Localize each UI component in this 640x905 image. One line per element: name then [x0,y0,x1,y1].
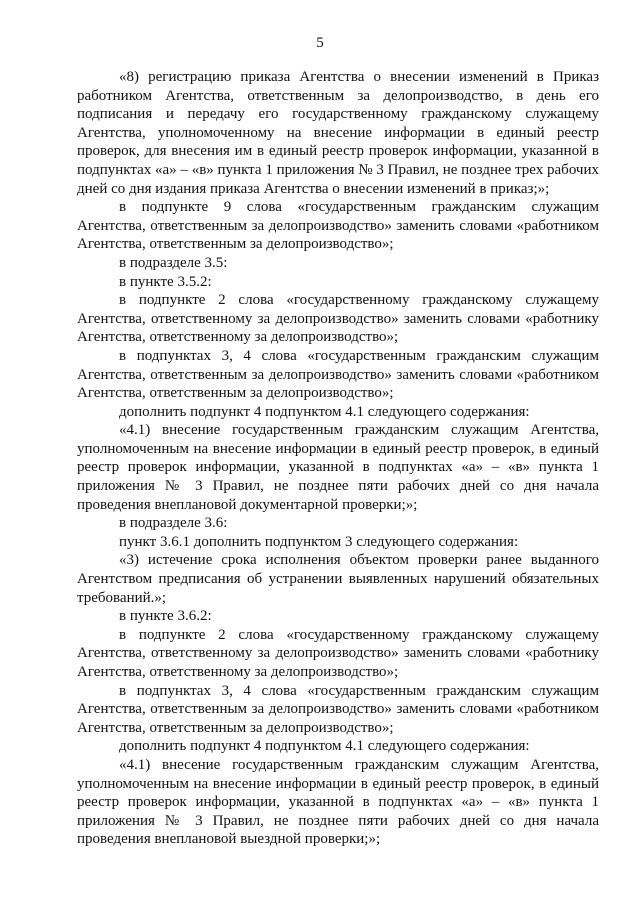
paragraph-16: «4.1) внесение государственным гражданским служащим Агентства, уполномоченным на внесение информации в единый реестр проверок, в единый реестр проверок информации, указанной в подпунктах «а» – «в» пункта 1 приложения № 3 Правил, не позднее пяти рабочих дней со дня начала проведения внеплановой выездной проверки;»; [77,756,599,848]
paragraph-6: в подпунктах 3, 4 слова «государственным гражданским служащим Агентства, ответственным за делопроизводство» заменить словами «работником Агентства, ответственным за делопроизводство»; [77,347,599,402]
paragraph-5: в подпункте 2 слова «государственному гражданскому служащему Агентства, ответственному за делопроизводство» заменить словами «работнику Агентства, ответственному за делопроизводство»; [77,292,599,346]
paragraph-3: в подразделе 3.5: [119,254,228,271]
paragraph-2: в подпункте 9 слова «государственным гражданским служащим Агентства, ответственным за делопроизводство» заменить словами «работником Агентства, ответственным за делопроизводство»; [77,199,599,253]
paragraph-11: «3) истечение срока исполнения объектом проверки ранее выданного Агентством предписания об устранении выявленных нарушений обязательных требований.»; [77,552,599,606]
paragraph-10: пункт 3.6.1 дополнить подпунктом 3 следующего содержания: [119,533,519,550]
paragraph-14: в подпунктах 3, 4 слова «государственным гражданским служащим Агентства, ответственным за делопроизводство» заменить словами «работником Агентства, ответственным за делопроизводство»; [77,682,599,736]
paragraph-12: в пункте 3.6.2: [119,608,212,625]
paragraph-7: дополнить подпункт 4 подпунктом 4.1 следующего содержания: [119,403,530,420]
paragraph-4: в пункте 3.5.2: [119,273,212,290]
paragraph-8: «4.1) внесение государственным гражданским служащим Агентства, уполномоченным на внесение информации в единый реестр проверок, в единый реестр проверок информации, указанной в подпунктах «а» – «в» пункта 1 приложения № 3 Правил, не позднее пяти рабочих дней со дня начала проведения внеплановой документарной проверки;»; [77,422,599,513]
document-body [77,68,599,849]
paragraph-9: в подразделе 3.6: [119,515,228,532]
page-number: 5 [316,35,324,51]
paragraph-15: дополнить подпункт 4 подпунктом 4.1 следующего содержания: [119,738,530,755]
paragraph-1: «8) регистрацию приказа Агентства о внесении изменений в Приказ работником Агентства, ответственным за делопроизводство, в день его подписания и передачу его государственному гражданскому служащему Агентства, уполномоченному на внесение информации в единый реестр проверок, для внесения им в единый реестр проверок информации, указанной в подпунктах «а» – «в» пункта 1 приложения № 3 Правил, не позднее трех рабочих дней со дня издания приказа Агентства о внесении изменений в приказ;»; [77,69,599,197]
paragraph-13: в подпункте 2 слова «государственному гражданскому служащему Агентства, ответственному за делопроизводство» заменить словами «работнику Агентства, ответственному за делопроизводство»; [77,626,599,680]
